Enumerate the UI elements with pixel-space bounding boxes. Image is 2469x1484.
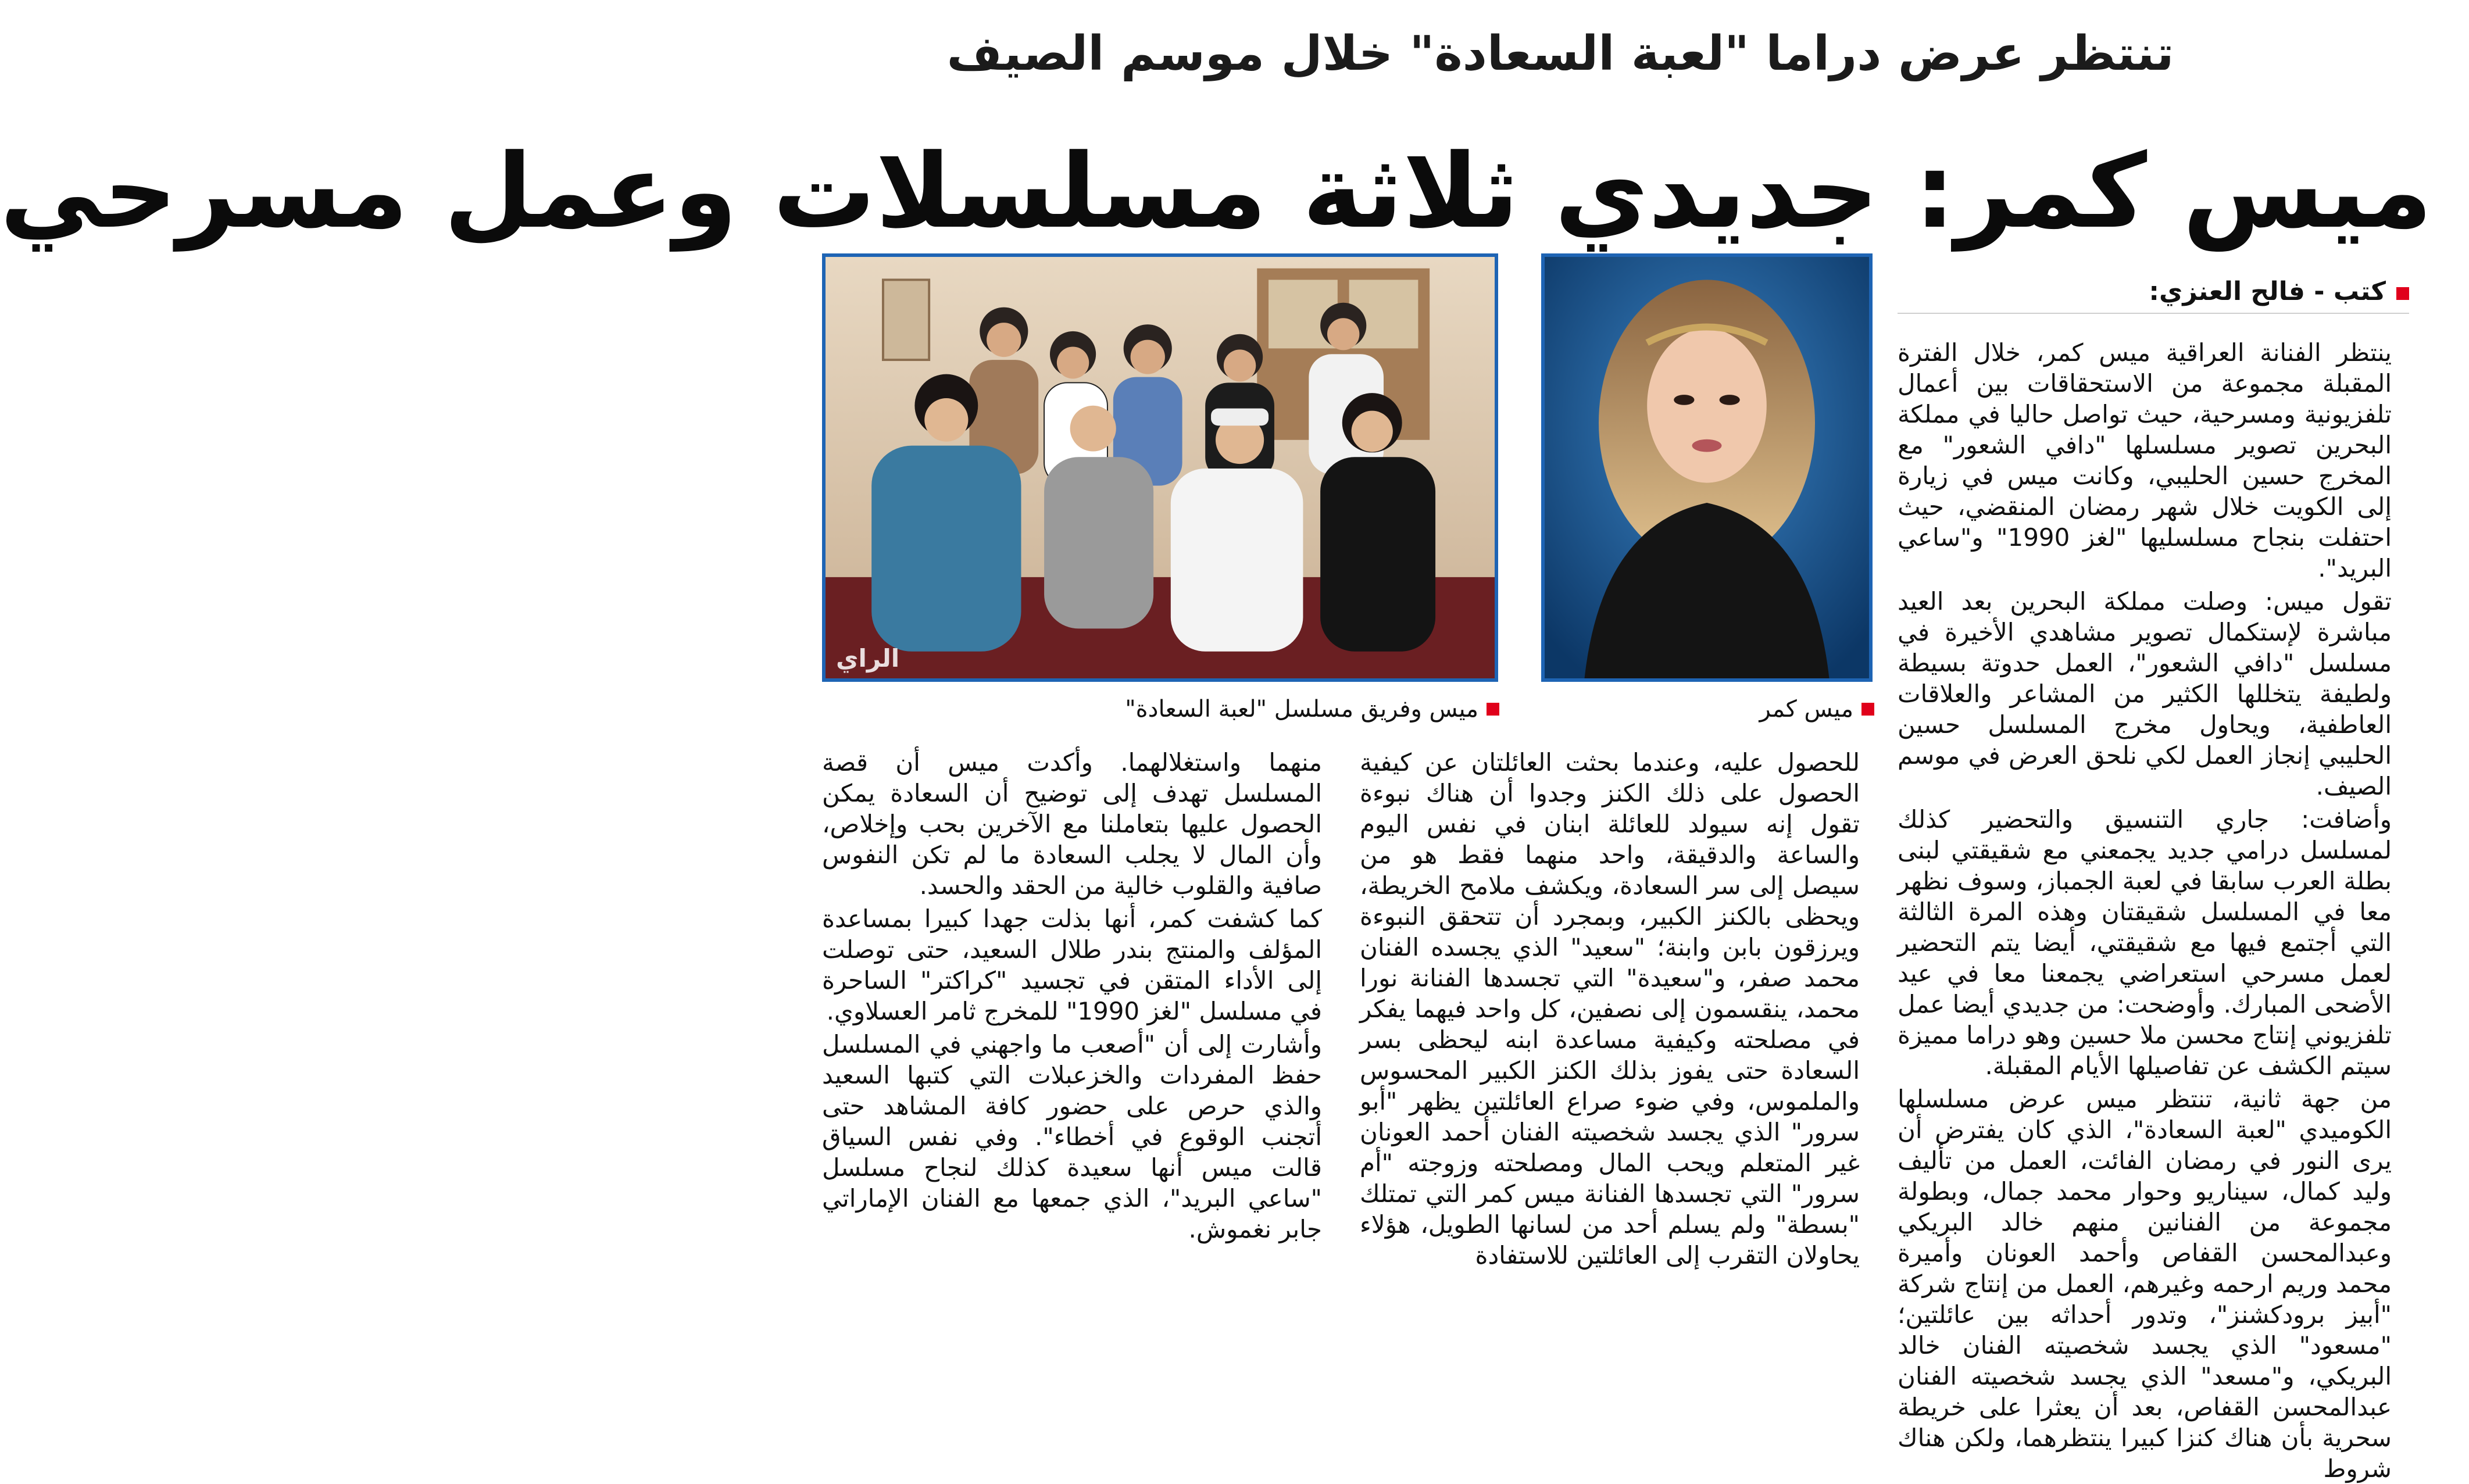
red-square-icon [2396, 287, 2409, 300]
byline-text: كتب - فالح العنزي: [2149, 277, 2386, 306]
portrait-caption-text: ميس كمر [1759, 696, 1853, 723]
byline-divider [1898, 313, 2409, 314]
group-caption-text: ميس وفريق مسلسل "لعبة السعادة" [1125, 696, 1478, 723]
paragraph: للحصول عليه، وعندما بحثت العائلتان عن كيفية الحصول على ذلك الكنز وجدوا أن هناك نبوءة تقول إنه سيولد للعائلة ابنان في نفس اليوم والساعة والدقيقة، واحد منهما فقط هو من سيصل إلى سر السعادة، ويكشف ملامح الخريطة، ويحظى بالكنز الكبير، وبمجرد أن تتحقق النبوءة ويرزقون بابن وابنة؛ "سعيد" الذي يجسده الفنان محمد صفر، و"سعيدة" التي تجسدها الفنانة نورا محمد، ينقسمون إلى نصفين، كل واحد فيهما يفكر في مصلحته وكيفية مساعدة ابنه ليحظى بسر السعادة حتى يفوز بذلك الكنز الكبير المحسوس والملموس، وفي ضوء صراع العائلتين يظهر "أبو سرور" الذي يجسد شخصيته الفنان أحمد العونان غير المتعلم ويحب المال ومصلحته وزوجته "أم سرور" التي تجسدها الفنانة ميس كمر التي تمتلك "بسطة" ولم يسلم أحد من لسانها الطويل، هؤلاء يحاولان التقرب إلى العائلتين للاستفادة [1360, 748, 1860, 1270]
group-photo [822, 253, 1498, 682]
portrait-caption [1671, 692, 1874, 727]
group-photo-caption [1125, 692, 1499, 727]
paragraph: وأشارت إلى أن "أصعب ما واجهني في المسلسل حفظ المفردات والخزعبلات التي كتبها السعيد والذي حرص على حضور كافة المشاهد حتى أتجنب الوقوع في أخطاء". وفي نفس السياق قالت ميس أنها سعيدة كذلك لنجاح مسلسل "ساعي البريد"، الذي جمعها مع الفنان الإماراتي جابر نغموش. [822, 1030, 1322, 1243]
red-square-icon [1861, 703, 1874, 716]
article-headline: ميس كمر: جديدي ثلاثة مسلسلات وعمل مسرحي [0, 132, 2432, 251]
paragraph: كما كشفت كمر، أنها بذلت جهدا كبيرا بمساعدة المؤلف والمنتج بندر طلال السعيد، حتى توصلت إلى الأداء المتقن في تجسيد "كراكتر" الساحرة في مسلسل "لغز 1990" للمخرج ثامر العسلاوي. [822, 904, 1322, 1025]
article-column-middle [1360, 747, 1860, 1270]
watermark-logo: الراي [836, 644, 900, 673]
portrait-illustration [1545, 257, 1869, 678]
group-photo-illustration [826, 257, 1495, 678]
paragraph: ينتظر الفنانة العراقية ميس كمر، خلال الفترة المقبلة مجموعة من الاستحقاقات بين أعمال تلفزيونية ومسرحية، حيث تواصل حاليا في مملكة البحرين تصوير مسلسلها "دافي الشعور" مع المخرج حسين الحليبي، وكانت ميس في زيارة إلى الكويت خلال شهر رمضان المنقضي، حيث احتفلت بنجاح مسلسليها "لغز 1990" و"ساعي البريد". [1898, 338, 2392, 582]
portrait-photo [1541, 253, 1873, 682]
paragraph: تقول ميس: وصلت مملكة البحرين بعد العيد مباشرة لإستكمال تصوير مشاهدي الأخيرة في مسلسل "دافي الشعور"، العمل حدوتة بسيطة ولطيفة يتخللها الكثير من المشاعر والعلاقات العاطفية، ويحاول مخرج المسلسل حسين الحليبي إنجاز العمل لكي نلحق العرض في موسم الصيف. [1898, 587, 2392, 800]
article-kicker: تنتظر عرض دراما "لعبة السعادة" خلال موسم الصيف [946, 26, 2174, 81]
paragraph: منهما واستغلالهما. وأكدت ميس أن قصة المسلسل تهدف إلى توضيح أن السعادة يمكن الحصول عليها بتعاملنا مع الآخرين بحب وإخلاص، وأن المال لا يجلب السعادة ما لم تكن النفوس صافية والقلوب خالية من الحقد والحسد. [822, 748, 1322, 900]
paragraph: من جهة ثانية، تنتظر ميس عرض مسلسلها الكوميدي "لعبة السعادة"، الذي كان يفترض أن يرى النور في رمضان الفائت، العمل من تأليف وليد كمال، سيناريو وحوار محمد جمال، وبطولة مجموعة من الفنانين منهم خالد البريكي وعبدالمحسن القفاص وأحمد العونان وأميرة محمد وريم ارحمه وغيرهم، العمل من إنتاج شركة "أبيز برودكشنز"، وتدور أحداثه بين عائلتين؛ "مسعود" الذي يجسد شخصيته الفنان خالد البريكي، و"مسعد" الذي يجسد شخصيته الفنان عبدالمحسن القفاص، بعد أن يعثرا على خريطة سحرية بأن هناك كنزا كبيرا ينتظرهما، ولكن هناك شروط [1898, 1085, 2392, 1483]
byline [1898, 273, 2409, 314]
red-square-icon [1487, 703, 1499, 716]
article-column-left [822, 747, 1322, 1243]
article-column-right [1898, 337, 2392, 1483]
paragraph: وأضافت: جاري التنسيق والتحضير كذلك لمسلسل درامي جديد يجمعني مع شقيقتي لبنى بطلة العرب سابقا في لعبة الجمباز، وسوف نظهر معا في المسلسل شقيقتان وهذه المرة الثالثة التي أجتمع فيها مع شقيقتي، أيضا يتم التحضير لعمل مسرحي استعراضي يجمعنا معا في عيد الأضحى المبارك. وأوضحت: من جديدي أيضا عمل تلفزيوني إنتاج محسن ملا حسين وهو دراما مميزة سيتم الكشف عن تفاصيلها الأيام المقبلة. [1898, 805, 2392, 1080]
